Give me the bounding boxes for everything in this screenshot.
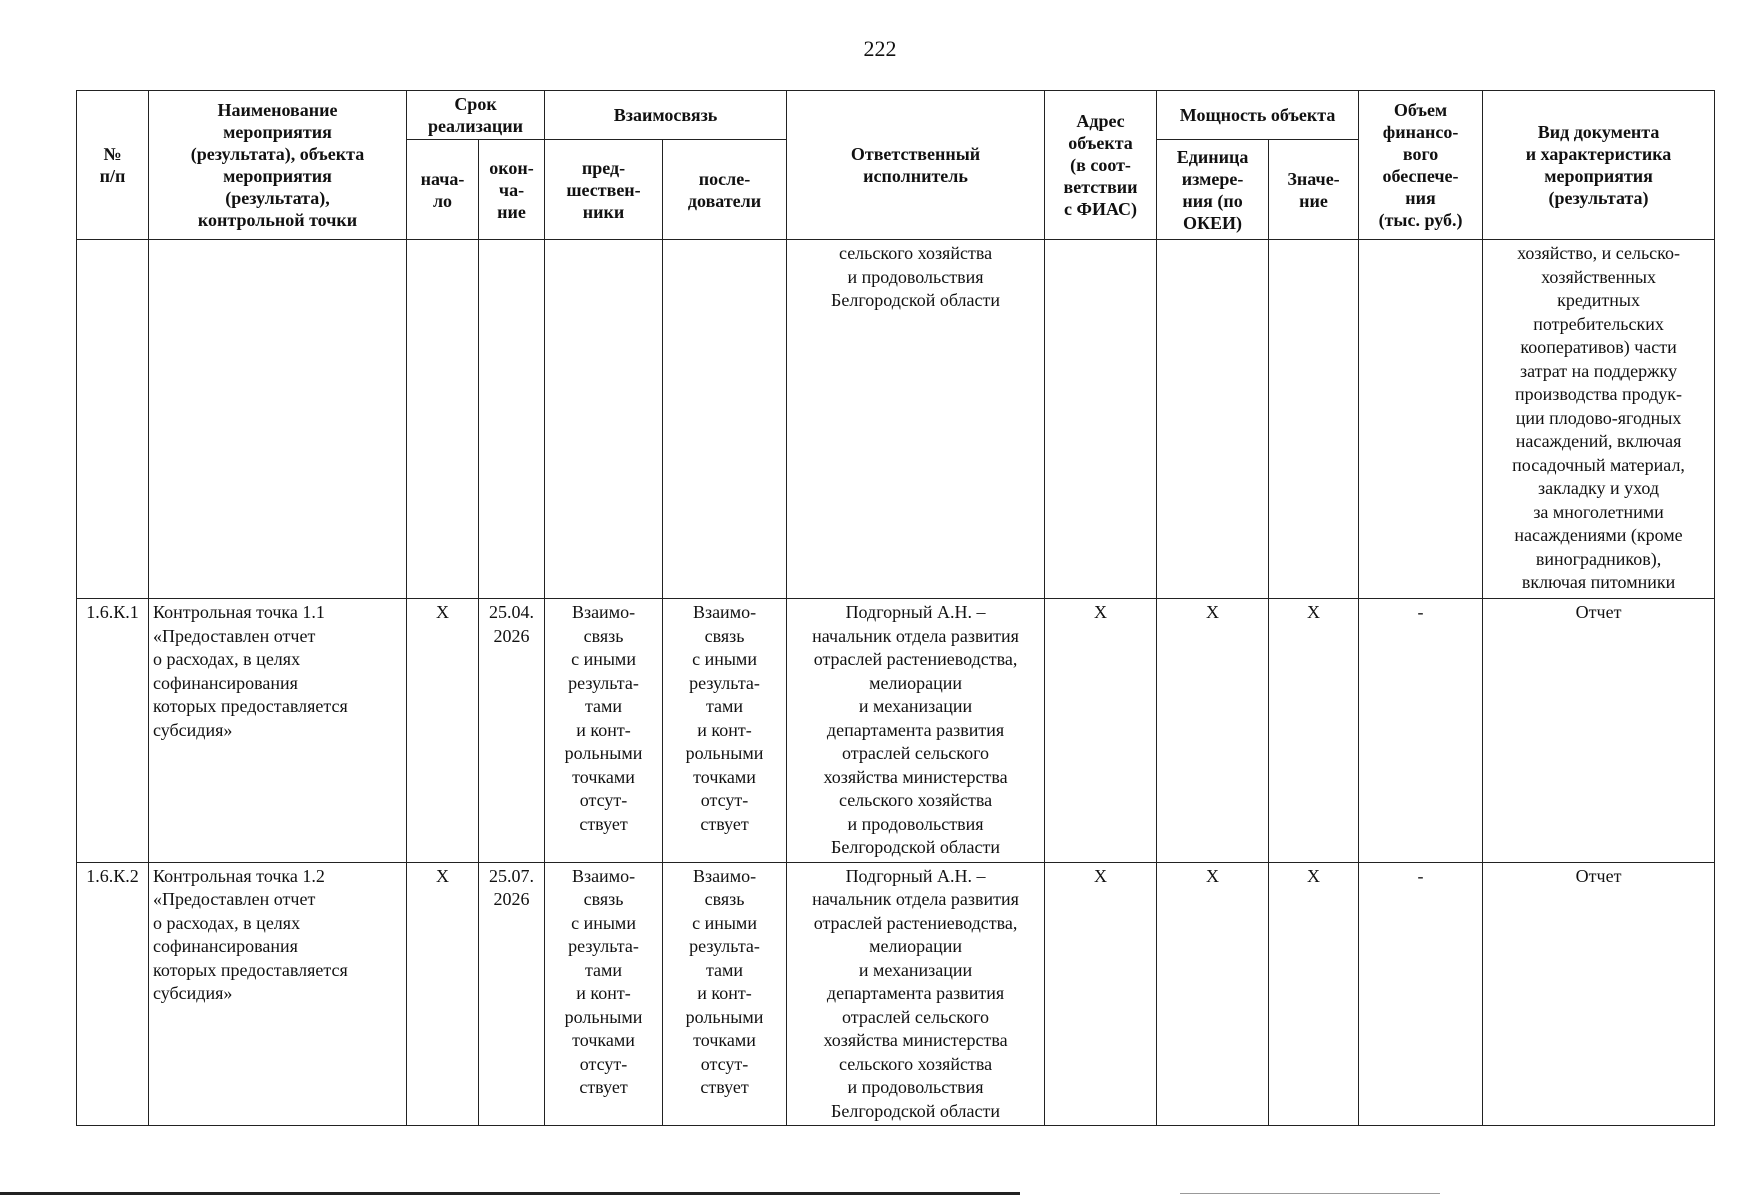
cell-address [1045, 240, 1157, 599]
table-row [77, 599, 1715, 863]
cell-num [77, 240, 149, 599]
cell-unit: X [1157, 862, 1269, 1126]
cell-doctype: Отчет [1483, 862, 1715, 1126]
cell-finance: - [1359, 599, 1483, 863]
cell-responsible: Подгорный А.Н. – начальник отдела развития отраслей растениеводства, мелиорации и механизации департамента развития отраслей сельского хозяйства министерства сельского хозяйства и продовольствия Белгородской области [787, 862, 1045, 1126]
cell-value: X [1269, 862, 1359, 1126]
cell-name: Контрольная точка 1.2 «Предоставлен отчет о расходах, в целях софинансирования которых предоставляется субсидия» [149, 862, 407, 1126]
cell-num: 1.6.К.1 [77, 599, 149, 863]
cell-predecessors: Взаимо- связь с иными результа- тами и конт- рольными точками отсут- ствует [545, 862, 663, 1126]
cell-start [407, 240, 479, 599]
cell-start: X [407, 599, 479, 863]
bottom-rule [0, 1192, 1020, 1195]
cell-unit: X [1157, 599, 1269, 863]
cell-unit [1157, 240, 1269, 599]
cell-doctype: Отчет [1483, 599, 1715, 863]
cell-name [149, 240, 407, 599]
cell-successors [663, 240, 787, 599]
cell-end [479, 240, 545, 599]
cell-successors: Взаимо- связь с иными результа- тами и конт- рольными точками отсут- ствует [663, 862, 787, 1126]
header-term-start: нача- ло [407, 140, 479, 240]
header-name: Наименование мероприятия (результата), объекта мероприятия (результата), контрольной точки [149, 91, 407, 240]
cell-value [1269, 240, 1359, 599]
cell-value: X [1269, 599, 1359, 863]
cell-responsible: Подгорный А.Н. – начальник отдела развития отраслей растениеводства, мелиорации и механизации департамента развития отраслей сельского хозяйства министерства сельского хозяйства и продовольствия Белгородской области [787, 599, 1045, 863]
bottom-rule-faint [1180, 1193, 1440, 1194]
header-relation: Взаимосвязь [545, 91, 787, 140]
cell-address: X [1045, 599, 1157, 863]
table-row [77, 862, 1715, 1126]
header-term: Срок реализации [407, 91, 545, 140]
header-power: Мощность объекта [1157, 91, 1359, 140]
cell-end: 25.07. 2026 [479, 862, 545, 1126]
header-term-end: окон- ча- ние [479, 140, 545, 240]
header-num: № п/п [77, 91, 149, 240]
cell-doctype: хозяйство, и сельско- хозяйственных кредитных потребительских кооперативов) части затрат на поддержку производства продук- ции плодово-ягодных насаждений, включая посадочный материал, закладку и уход за многолетними насаждениями (кроме виноградников), включая питомники [1483, 240, 1715, 599]
cell-name: Контрольная точка 1.1 «Предоставлен отчет о расходах, в целях софинансирования которых предоставляется субсидия» [149, 599, 407, 863]
cell-finance [1359, 240, 1483, 599]
cell-predecessors: Взаимо- связь с иными результа- тами и конт- рольными точками отсут- ствует [545, 599, 663, 863]
header-predecessors: пред- шествен- ники [545, 140, 663, 240]
cell-address: X [1045, 862, 1157, 1126]
header-unit: Единица измере- ния (по ОКЕИ) [1157, 140, 1269, 240]
cell-responsible: сельского хозяйства и продовольствия Белгородской области [787, 240, 1045, 599]
header-value: Значе- ние [1269, 140, 1359, 240]
header-responsible: Ответственный исполнитель [787, 91, 1045, 240]
table-row [77, 240, 1715, 599]
header-successors: после- дователи [663, 140, 787, 240]
cell-finance: - [1359, 862, 1483, 1126]
header-doctype: Вид документа и характеристика мероприятия (результата) [1483, 91, 1715, 240]
page-number: 222 [863, 36, 897, 61]
cell-end: 25.04. 2026 [479, 599, 545, 863]
table-body [77, 240, 1715, 1126]
table-header [77, 91, 1715, 240]
header-address: Адрес объекта (в соот- ветствии с ФИАС) [1045, 91, 1157, 240]
cell-successors: Взаимо- связь с иными результа- тами и конт- рольными точками отсут- ствует [663, 599, 787, 863]
cell-num: 1.6.К.2 [77, 862, 149, 1126]
cell-predecessors [545, 240, 663, 599]
header-finance: Объем финансо- вого обеспече- ния (тыс. руб.) [1359, 91, 1483, 240]
cell-start: X [407, 862, 479, 1126]
activities-table [76, 90, 1715, 1126]
